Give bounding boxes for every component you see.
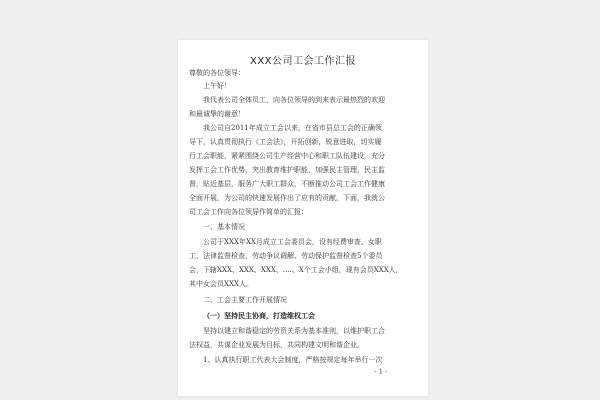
salutation-line: 尊敬的各位领导：	[189, 69, 245, 77]
intro-line-7: 司工会工作向各位领导作简单的汇报：	[189, 208, 308, 216]
document-title: XXX公司工会工作汇报	[249, 56, 357, 67]
greeting-line: 上午好！	[203, 82, 231, 90]
intro-line-3: 行工会职能，紧紧围绕公司生产经营中心和职工队伍建设，充分	[189, 152, 385, 160]
welcome-line-1: 我代表公司全体员工，向各位领导的到来表示最热烈的欢迎	[203, 96, 385, 104]
basic-line-2: 工、法律监督检查、劳动争议调解、劳动保护监督检查5个委员	[189, 252, 383, 260]
basic-line-4: 其中女会员XXX人。	[189, 280, 253, 288]
document-page	[178, 40, 428, 396]
work-line-3: 1、认真执行职工代表大会制度，严格按规定每年举行一次	[203, 356, 383, 364]
intro-line-4: 发挥工会工作优势，突出教育维护职能，加强民主管理，民主监	[189, 166, 385, 174]
subsection-heading: （一）坚持民主协商，打造维权工会	[203, 311, 315, 320]
basic-line-1: 公司于XXX年XX月成立工会委员会，设有经费审查、女职	[203, 238, 382, 246]
work-line-1: 坚持以建立和谐稳定的劳资关系为基本准则，以维护职工合	[203, 327, 385, 335]
intro-line-2: 导下，认真贯彻执行《工会法》，开拓创新，锐意进取，切实履	[189, 138, 382, 146]
section-heading-basic: 一、基本情况	[203, 223, 245, 231]
work-line-2: 法权益，共谋企业发展为目标，共同构建文明和谐企业。	[189, 341, 364, 349]
welcome-line-2: 和最诚挚的谢意！	[189, 110, 245, 118]
intro-line-5: 督，贴近基层，服务广大职工群众，不断推动公司工会工作健康	[189, 180, 385, 188]
section-heading-work: 二、工会主要工作开展情况	[203, 296, 287, 304]
page-number: - 1 -	[374, 368, 388, 376]
basic-line-3: 会，下辖XXX、XXX、XXX、....、X个工会小组，现有会员XXX人，	[189, 266, 403, 274]
intro-line-6: 全面开展，为公司的快速发展作出了应有的贡献，下面，我就公	[189, 194, 385, 202]
intro-line-1: 我公司自2011年成立工会以来，在省市县总工会的正确领	[203, 124, 382, 132]
